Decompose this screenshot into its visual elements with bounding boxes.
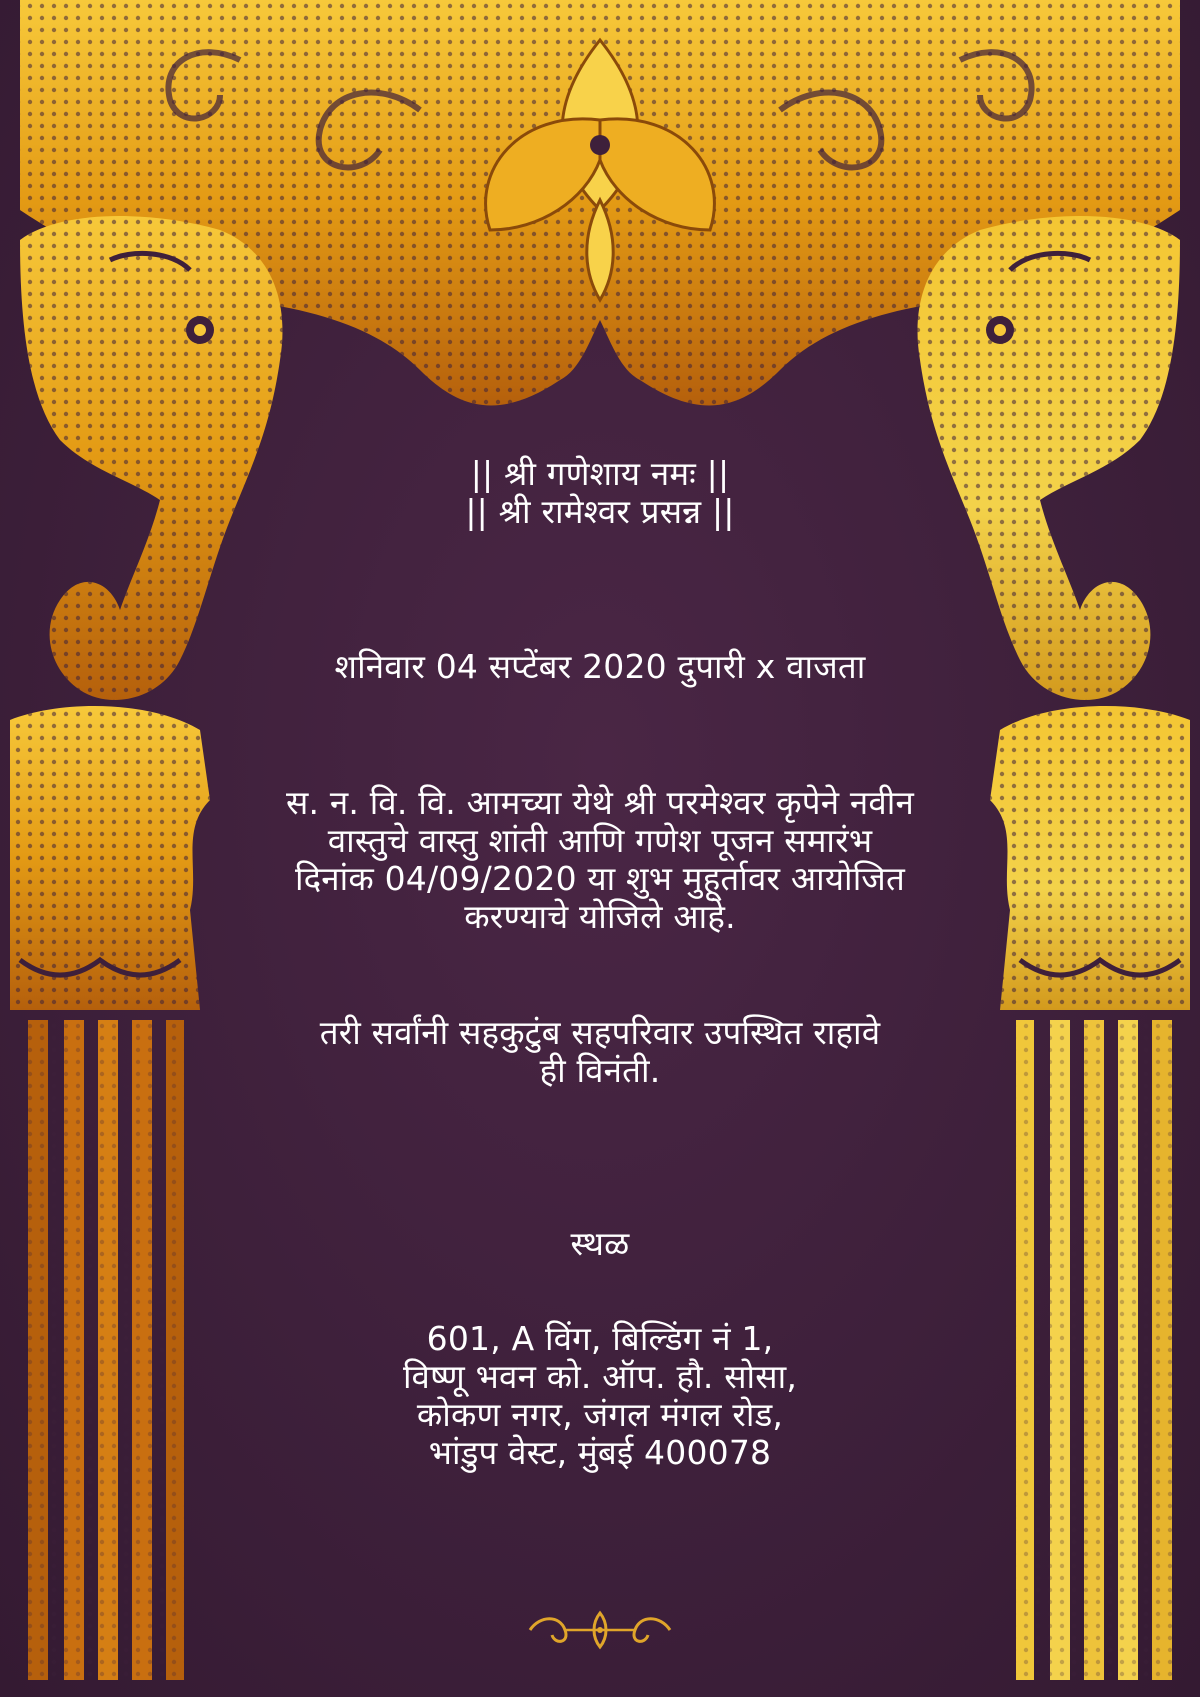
golden-striped-pillar-right bbox=[1016, 1020, 1172, 1680]
datetime-line: शनिवार 04 सप्टेंबर 2020 दुपारी x वाजता bbox=[334, 647, 866, 686]
golden-pillar-capital-left bbox=[10, 706, 210, 1010]
message-line-4: करण्याचे योजिले आहे. bbox=[464, 897, 736, 936]
venue-heading-text: स्थळ bbox=[570, 1224, 630, 1263]
message-line-2: वास्तुचे वास्तु शांती आणि गणेश पूजन समारंभ bbox=[327, 821, 873, 860]
golden-pillar-capital-right bbox=[990, 706, 1190, 1010]
address-line: विष्णू भवन को. ऑप. हौ. सोसा, bbox=[402, 1357, 798, 1396]
venue-address bbox=[250, 1320, 950, 1472]
message-line-1: स. न. वि. वि. आमच्या येथे श्री परमेश्वर कृपेने नवीन bbox=[285, 783, 915, 822]
venue-heading bbox=[250, 1225, 950, 1263]
invocation-line-2: || श्री रामेश्वर प्रसन्न || bbox=[465, 492, 735, 531]
attendance-request bbox=[250, 1014, 950, 1090]
scroll-flourish-icon bbox=[520, 1605, 680, 1655]
request-line-2: ही विनंती. bbox=[539, 1051, 661, 1090]
invocation-line-1: || श्री गणेशाय नमः || bbox=[470, 454, 730, 493]
decorative-elephant-head-left bbox=[20, 216, 283, 700]
event-datetime bbox=[250, 648, 950, 686]
request-line-1: तरी सर्वांनी सहकुटुंब सहपरिवार उपस्थित राहावे bbox=[319, 1013, 881, 1052]
decorative-elephant-head-right bbox=[918, 216, 1181, 700]
address-line: 601, A विंग, बिल्डिंग नं 1, bbox=[426, 1319, 774, 1358]
address-line: कोकण नगर, जंगल मंगल रोड, bbox=[416, 1395, 784, 1434]
invocation-block bbox=[250, 455, 950, 531]
message-line-3: दिनांक 04/09/2020 या शुभ मुहूर्तावर आयोजित bbox=[295, 859, 905, 898]
invitation-message bbox=[250, 784, 950, 936]
address-line: भांडुप वेस्ट, मुंबई 400078 bbox=[428, 1433, 772, 1472]
golden-striped-pillar-left bbox=[28, 1020, 184, 1680]
